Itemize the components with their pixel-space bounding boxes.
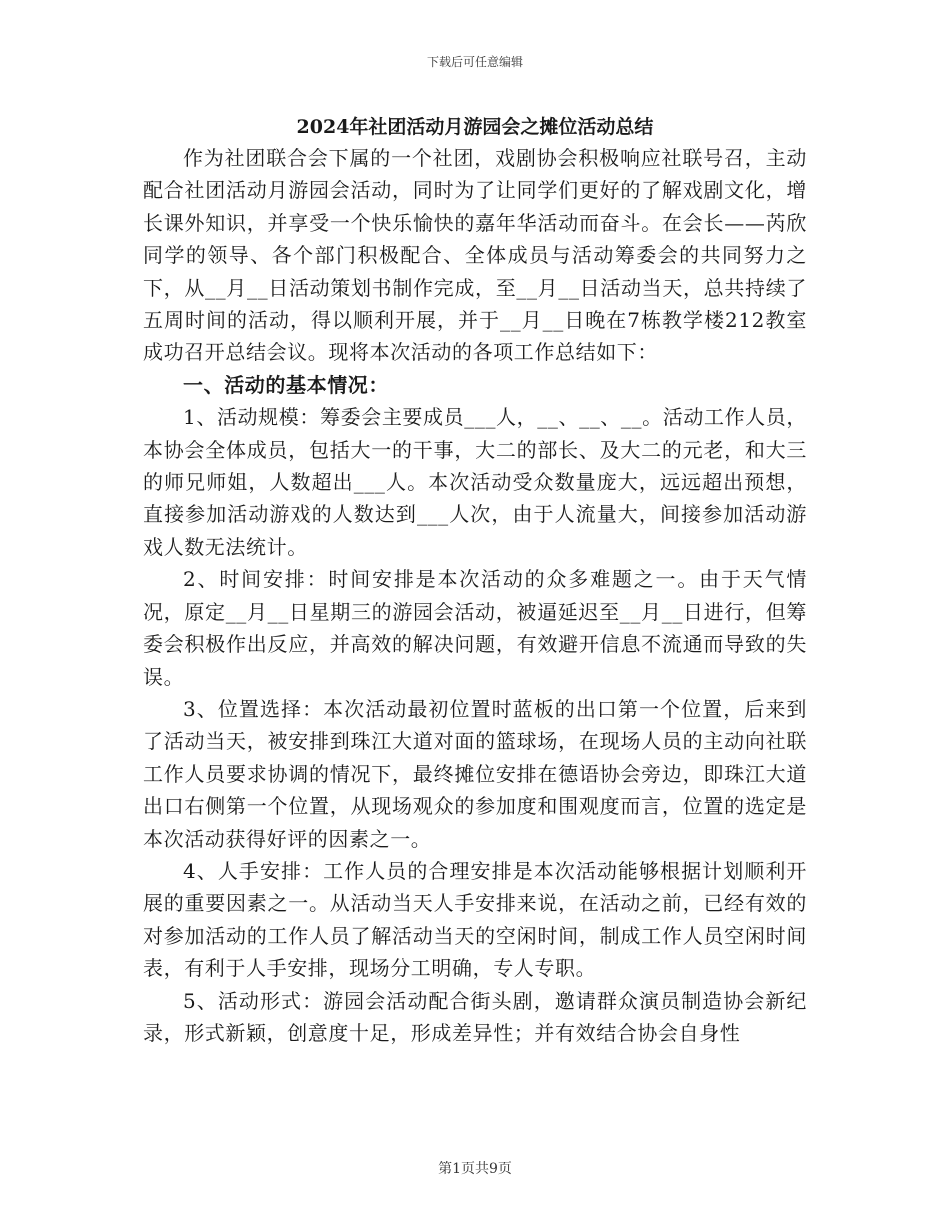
document-title: 2024年社团活动月游园会之摊位活动总结	[296, 116, 654, 138]
paragraph-activity-scale: 1、活动规模：筹委会主要成员___人，__、__、__。活动工作人员，本协会全体成员，包括大一的干事，大二的部长、及大二的元老，和大三的师兄师姐，人数超出___人。本次活动受众数量庞大，远远超出预想，直接参加活动游戏的人数达到___人次，由于人流量大，间接参加活动游戏人数无法统计。	[143, 405, 807, 559]
page-header-note: 下载后可任意编辑	[426, 55, 523, 69]
document-body	[143, 142, 807, 1049]
intro-paragraph: 作为社团联合会下属的一个社团，戏剧协会积极响应社联号召，主动配合社团活动月游园会活动，同时为了让同学们更好的了解戏剧文化，增长课外知识，并享受一个快乐愉快的嘉年华活动而奋斗。在会长——芮欣同学的领导、各个部门积极配合、全体成员与活动筹委会的共同努力之下，从__月__日活动策划书制作完成，至__月__日活动当天，总共持续了五周时间的活动，得以顺利开展，并于__月__日晚在7栋教学楼212教室成功召开总结会议。现将本次活动的各项工作总结如下：	[143, 146, 807, 365]
paragraph-time-arrangement: 2、时间安排：时间安排是本次活动的众多难题之一。由于天气情况，原定__月__日星期三的游园会活动，被逼延迟至__月__日进行，但筹委会积极作出反应，并高效的解决问题，有效避开信息不流通而导致的失误。	[143, 567, 807, 689]
section-heading-basic-info: 一、活动的基本情况：	[183, 372, 389, 397]
paragraph-location-selection: 3、位置选择：本次活动最初位置时蓝板的出口第一个位置，后来到了活动当天，被安排到珠江大道对面的篮球场，在现场人员的主动向社联工作人员要求协调的情况下，最终摊位安排在德语协会旁边，即珠江大道出口右侧第一个位置，从现场观众的参加度和围观度而言，位置的选定是本次活动获得好评的因素之一。	[143, 696, 807, 851]
paragraph-activity-format: 5、活动形式：游园会活动配合街头剧，邀请群众演员制造协会新纪录，形式新颖，创意度十足，形成差异性；并有效结合协会自身性	[143, 988, 807, 1045]
page-number-footer: 第1页共9页	[438, 1161, 512, 1177]
paragraph-staff-arrangement: 4、人手安排：工作人员的合理安排是本次活动能够根据计划顺利开展的重要因素之一。从活动当天人手安排来说，在活动之前，已经有效的对参加活动的工作人员了解活动当天的空闲时间，制成工作人员空闲时间表，有利于人手安排，现场分工明确，专人专职。	[143, 858, 807, 981]
